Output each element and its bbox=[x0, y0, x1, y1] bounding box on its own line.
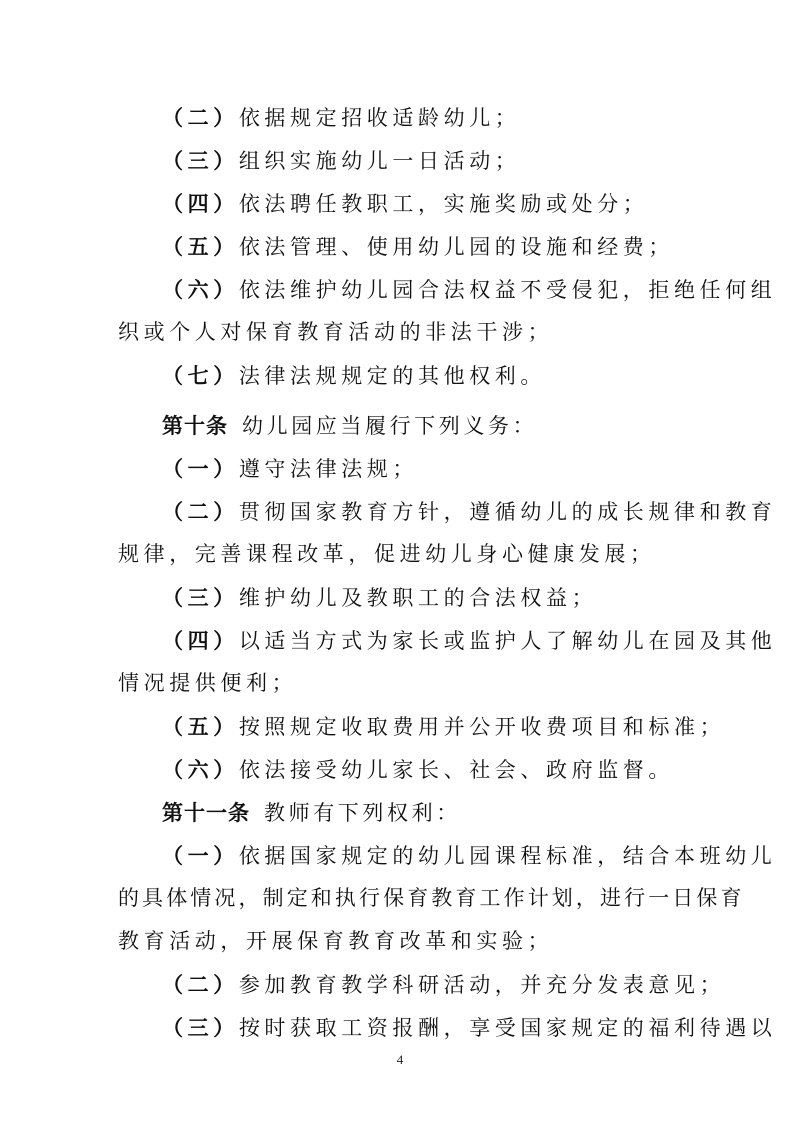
article-intro: 幼儿园应当履行下列义务： bbox=[242, 414, 538, 438]
article-10-heading bbox=[162, 415, 537, 437]
teacher-right-1-continuation-2 bbox=[118, 931, 553, 952]
article-title: 第十一条 bbox=[162, 800, 250, 825]
teacher-right-1-curriculum bbox=[162, 845, 776, 867]
clause-marker: （七） bbox=[162, 363, 239, 388]
article-11-heading bbox=[162, 802, 461, 824]
duty-5-fees bbox=[162, 716, 725, 738]
clause-2-admit-children bbox=[162, 107, 520, 129]
clause-text: 遵守法律法规； bbox=[238, 457, 419, 481]
clause-3-daily-activities bbox=[162, 150, 520, 172]
clause-6-continuation bbox=[118, 322, 553, 343]
clause-text: 依法管理、使用幼儿园的设施和经费； bbox=[238, 235, 675, 259]
clause-text: 规律，完善课程改革，促进幼儿身心健康发展； bbox=[118, 542, 656, 566]
clause-text: 依据规定招收适龄幼儿； bbox=[238, 106, 521, 130]
clause-5-manage-facilities bbox=[162, 236, 674, 258]
duty-2-continuation bbox=[118, 544, 656, 565]
clause-marker: （二） bbox=[162, 105, 239, 130]
clause-text: 以适当方式为家长或监护人了解幼儿在园及其他 bbox=[238, 629, 777, 653]
clause-marker: （三） bbox=[162, 148, 239, 173]
clause-text: 依法维护幼儿园合法权益不受侵犯，拒绝任何组 bbox=[238, 278, 777, 302]
clause-marker: （六） bbox=[162, 757, 239, 782]
clause-4-hire-staff bbox=[162, 193, 648, 215]
clause-marker: （六） bbox=[162, 277, 239, 302]
teacher-right-1-continuation bbox=[118, 888, 745, 909]
clause-marker: （五） bbox=[162, 234, 239, 259]
article-intro: 教师有下列权利： bbox=[264, 801, 461, 825]
duty-4-parent-access bbox=[162, 630, 776, 652]
clause-text: 织或个人对保育教育活动的非法干涉； bbox=[118, 320, 554, 344]
clause-marker: （一） bbox=[162, 843, 239, 868]
clause-marker: （四） bbox=[162, 191, 239, 216]
clause-text: 按照规定收取费用并公开收费项目和标准； bbox=[238, 715, 726, 739]
clause-text: 依法聘任教职工，实施奖励或处分； bbox=[238, 192, 649, 216]
clause-marker: （三） bbox=[162, 1015, 239, 1040]
clause-6-protect-rights bbox=[162, 279, 776, 301]
clause-marker: （三） bbox=[162, 585, 239, 610]
duty-2-education-policy bbox=[162, 501, 776, 523]
clause-text: 按时获取工资报酬，享受国家规定的福利待遇以 bbox=[238, 1016, 777, 1040]
clause-text: 情况提供便利； bbox=[118, 671, 298, 695]
clause-text: 依据国家规定的幼儿园课程标准，结合本班幼儿 bbox=[238, 844, 777, 868]
clause-marker: （四） bbox=[162, 628, 239, 653]
clause-marker: （二） bbox=[162, 972, 239, 997]
clause-marker: （五） bbox=[162, 714, 239, 739]
clause-text: 维护幼儿及教职工的合法权益； bbox=[238, 586, 598, 610]
duty-4-continuation bbox=[118, 673, 297, 694]
clause-text: 的具体情况，制定和执行保育教育工作计划，进行一日保育 bbox=[118, 886, 745, 910]
clause-text: 参加教育教学科研活动，并充分发表意见； bbox=[238, 973, 726, 997]
clause-text: 教育活动，开展保育教育改革和实验； bbox=[118, 929, 554, 953]
duty-6-supervision bbox=[162, 759, 674, 781]
teacher-right-2-research bbox=[162, 974, 725, 996]
clause-text: 组织实施幼儿一日活动； bbox=[238, 149, 521, 173]
teacher-right-3-salary bbox=[162, 1017, 776, 1039]
clause-7-other-rights bbox=[162, 365, 546, 387]
clause-marker: （二） bbox=[162, 499, 239, 524]
clause-text: 贯彻国家教育方针，遵循幼儿的成长规律和教育 bbox=[238, 500, 777, 524]
clause-text: 法律法规规定的其他权利。 bbox=[238, 364, 547, 388]
article-title: 第十条 bbox=[162, 413, 228, 438]
duty-1-obey-law bbox=[162, 458, 418, 480]
duty-3-protect-rights bbox=[162, 587, 597, 609]
page-number: 4 bbox=[396, 1052, 404, 1067]
clause-marker: （一） bbox=[162, 456, 239, 481]
clause-text: 依法接受幼儿家长、社会、政府监督。 bbox=[238, 758, 675, 782]
